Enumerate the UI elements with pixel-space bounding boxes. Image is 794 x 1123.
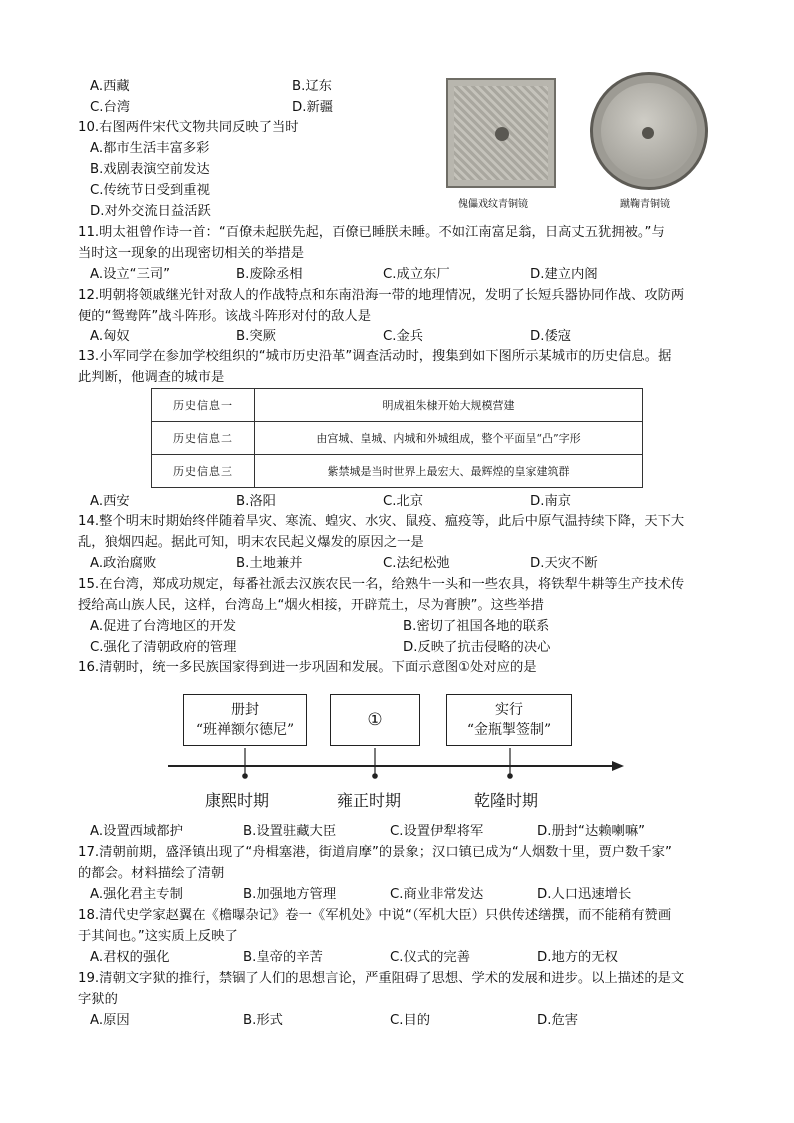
q17-option-b: B.加强地方管理 bbox=[243, 887, 337, 902]
q13-option-d: D.南京 bbox=[530, 494, 572, 509]
timeline-box-line-2: “班禅额尔德尼” bbox=[195, 722, 295, 738]
q17-option-a: A.强化君主专制 bbox=[90, 887, 183, 902]
q19-option-b: B.形式 bbox=[243, 1013, 283, 1028]
q11-option-a: A.设立“三司” bbox=[90, 267, 171, 282]
table-row bbox=[152, 455, 643, 488]
q9-option-d: D.新疆 bbox=[292, 100, 334, 115]
period-label-yongzheng: 雍正时期 bbox=[337, 791, 402, 810]
q12-stem-line-1: 12.明朝将领戚继光针对敌人的作战特点和东南沿海一带的地理情况，发明了长短兵器协同作战、攻防两 bbox=[78, 288, 685, 303]
timeline-box-line-1: 册封 bbox=[231, 702, 259, 718]
q17-option-c: C.商业非常发达 bbox=[390, 887, 484, 902]
q15-option-b: B.密切了祖国各地的联系 bbox=[403, 619, 550, 634]
timeline-box-qianlong bbox=[446, 694, 572, 746]
q13-option-b: B.洛阳 bbox=[236, 494, 276, 509]
q17-stem-line-2: 的都会。材料描绘了清朝 bbox=[78, 866, 225, 881]
q16-option-d: D.册封“达赖喇嘛” bbox=[537, 824, 646, 839]
q10-option-c: C.传统节日受到重视 bbox=[90, 183, 210, 198]
q11-option-d: D.建立内阁 bbox=[530, 267, 598, 282]
q19-option-a: A.原因 bbox=[90, 1013, 130, 1028]
q10-option-d: D.对外交流日益活跃 bbox=[90, 204, 211, 219]
q14-option-a: A.政治腐败 bbox=[90, 556, 157, 571]
q18-option-c: C.仪式的完善 bbox=[390, 950, 470, 965]
table-header-cell: 历史信息三 bbox=[152, 455, 255, 488]
q10-caption-2: 蹴鞠青铜镜 bbox=[620, 199, 670, 210]
timeline-box-marker: ① bbox=[367, 710, 383, 730]
period-label-qianlong: 乾隆时期 bbox=[474, 791, 539, 810]
table-content-cell: 明成祖朱棣开始大规模营建 bbox=[255, 389, 643, 422]
q12-option-d: D.倭寇 bbox=[530, 329, 572, 344]
q11-stem-line-2: 当时这一现象的出现密切相关的举措是 bbox=[78, 246, 305, 261]
timeline-axis bbox=[160, 748, 630, 788]
timeline-dot bbox=[242, 773, 248, 779]
q12-option-c: C.金兵 bbox=[383, 329, 424, 344]
timeline-box-kangxi bbox=[183, 694, 307, 746]
q15-option-c: C.强化了清朝政府的管理 bbox=[90, 640, 237, 655]
timeline-box-blank bbox=[330, 694, 420, 746]
q10-option-b: B.戏剧表演空前发达 bbox=[90, 162, 210, 177]
q9-option-a: A.西藏 bbox=[90, 79, 130, 94]
period-label-kangxi: 康熙时期 bbox=[205, 791, 270, 810]
q11-option-b: B.废除丞相 bbox=[236, 267, 303, 282]
q16-stem: 16.清朝时，统一多民族国家得到进一步巩固和发展。下面示意图①处对应的是 bbox=[78, 660, 537, 675]
q18-option-d: D.地方的无权 bbox=[537, 950, 618, 965]
q10-option-a: A.都市生活丰富多彩 bbox=[90, 141, 210, 156]
timeline-box-line-2: “金瓶掣签制” bbox=[466, 722, 552, 738]
q12-option-a: A.匈奴 bbox=[90, 329, 130, 344]
table-content-cell: 紫禁城是当时世界上最宏大、最辉煌的皇家建筑群 bbox=[255, 455, 643, 488]
q13-stem-line-2: 此判断，他调查的城市是 bbox=[78, 370, 225, 385]
q18-stem-line-2: 于其间也。”这实质上反映了 bbox=[78, 929, 238, 944]
q11-stem-line-1: 11.明太祖曾作诗一首：“百僚未起朕先起，百僚已睡朕未睡。不如江南富足翁，日高丈五犹拥被。”与 bbox=[78, 225, 665, 240]
timeline-arrow-icon bbox=[612, 761, 624, 771]
q19-stem-line-2: 字狱的 bbox=[78, 992, 118, 1007]
q17-option-d: D.人口迅速增长 bbox=[537, 887, 632, 902]
q15-option-a: A.促进了台湾地区的开发 bbox=[90, 619, 237, 634]
q12-option-b: B.突厥 bbox=[236, 329, 276, 344]
q18-option-b: B.皇帝的辛苦 bbox=[243, 950, 323, 965]
q10-stem: 10.右图两件宋代文物共同反映了当时 bbox=[78, 120, 299, 135]
q9-option-c: C.台湾 bbox=[90, 100, 131, 115]
table-row bbox=[152, 389, 643, 422]
puppet-show-bronze-mirror-image bbox=[446, 78, 556, 188]
q14-stem-line-1: 14.整个明末时期始终伴随着旱灾、寒流、蝗灾、水灾、鼠疫、瘟疫等，此后中原气温持续下降，天下大 bbox=[78, 514, 685, 529]
q14-option-c: C.法纪松弛 bbox=[383, 556, 450, 571]
city-history-table bbox=[151, 388, 643, 488]
q12-stem-line-2: 便的“鸳鸯阵”战斗阵形。该战斗阵形对付的敌人是 bbox=[78, 309, 372, 324]
q19-stem-line-1: 19.清朝文字狱的推行，禁锢了人们的思想言论，严重阻碍了思想、学术的发展和进步。以上描述的是文 bbox=[78, 971, 685, 986]
q15-stem-line-2: 授给高山族人民，这样，台湾岛上“烟火相接，开辟荒土，尽为膏腴”。这些举措 bbox=[78, 598, 544, 613]
q11-option-c: C.成立东厂 bbox=[383, 267, 450, 282]
q15-stem-line-1: 15.在台湾，郑成功规定，每番社派去汉族农民一名，给熟牛一头和一些农具，将铁犁牛耕等生产技术传 bbox=[78, 577, 685, 592]
q10-caption-1: 傀儡戏纹青铜镜 bbox=[458, 199, 528, 210]
q18-stem-line-1: 18.清代史学家赵翼在《檐曝杂记》卷一《军机处》中说“（军机大臣）只供传述缮撰，而不能稍有赞画 bbox=[78, 908, 672, 923]
q16-option-b: B.设置驻藏大臣 bbox=[243, 824, 337, 839]
q19-option-d: D.危害 bbox=[537, 1013, 579, 1028]
table-header-cell: 历史信息一 bbox=[152, 389, 255, 422]
cuju-bronze-mirror-image bbox=[590, 72, 708, 190]
q17-stem-line-1: 17.清朝前期，盛泽镇出现了“舟楫塞港，街道肩摩”的景象；汉口镇已成为“人烟数十里，贾户数千家” bbox=[78, 845, 672, 860]
q9-option-b: B.辽东 bbox=[292, 79, 332, 94]
q13-stem-line-1: 13.小军同学在参加学校组织的“城市历史沿革”调查活动时，搜集到如下图所示某城市的历史信息。据 bbox=[78, 349, 672, 364]
q16-option-c: C.设置伊犁将军 bbox=[390, 824, 484, 839]
table-row bbox=[152, 422, 643, 455]
q13-option-c: C.北京 bbox=[383, 494, 424, 509]
q13-option-a: A.西安 bbox=[90, 494, 130, 509]
table-header-cell: 历史信息二 bbox=[152, 422, 255, 455]
timeline-box-line-1: 实行 bbox=[495, 702, 523, 718]
timeline-dot bbox=[372, 773, 378, 779]
q14-option-b: B.土地兼并 bbox=[236, 556, 303, 571]
table-content-cell: 由宫城、皇城、内城和外城组成，整个平面呈“凸”字形 bbox=[255, 422, 643, 455]
q15-option-d: D.反映了抗击侵略的决心 bbox=[403, 640, 551, 655]
q16-option-a: A.设置西域都护 bbox=[90, 824, 183, 839]
timeline-dot bbox=[507, 773, 513, 779]
q14-option-d: D.天灾不断 bbox=[530, 556, 598, 571]
q14-stem-line-2: 乱，狼烟四起。据此可知，明末农民起义爆发的原因之一是 bbox=[78, 535, 424, 550]
q19-option-c: C.目的 bbox=[390, 1013, 431, 1028]
q18-option-a: A.君权的强化 bbox=[90, 950, 170, 965]
